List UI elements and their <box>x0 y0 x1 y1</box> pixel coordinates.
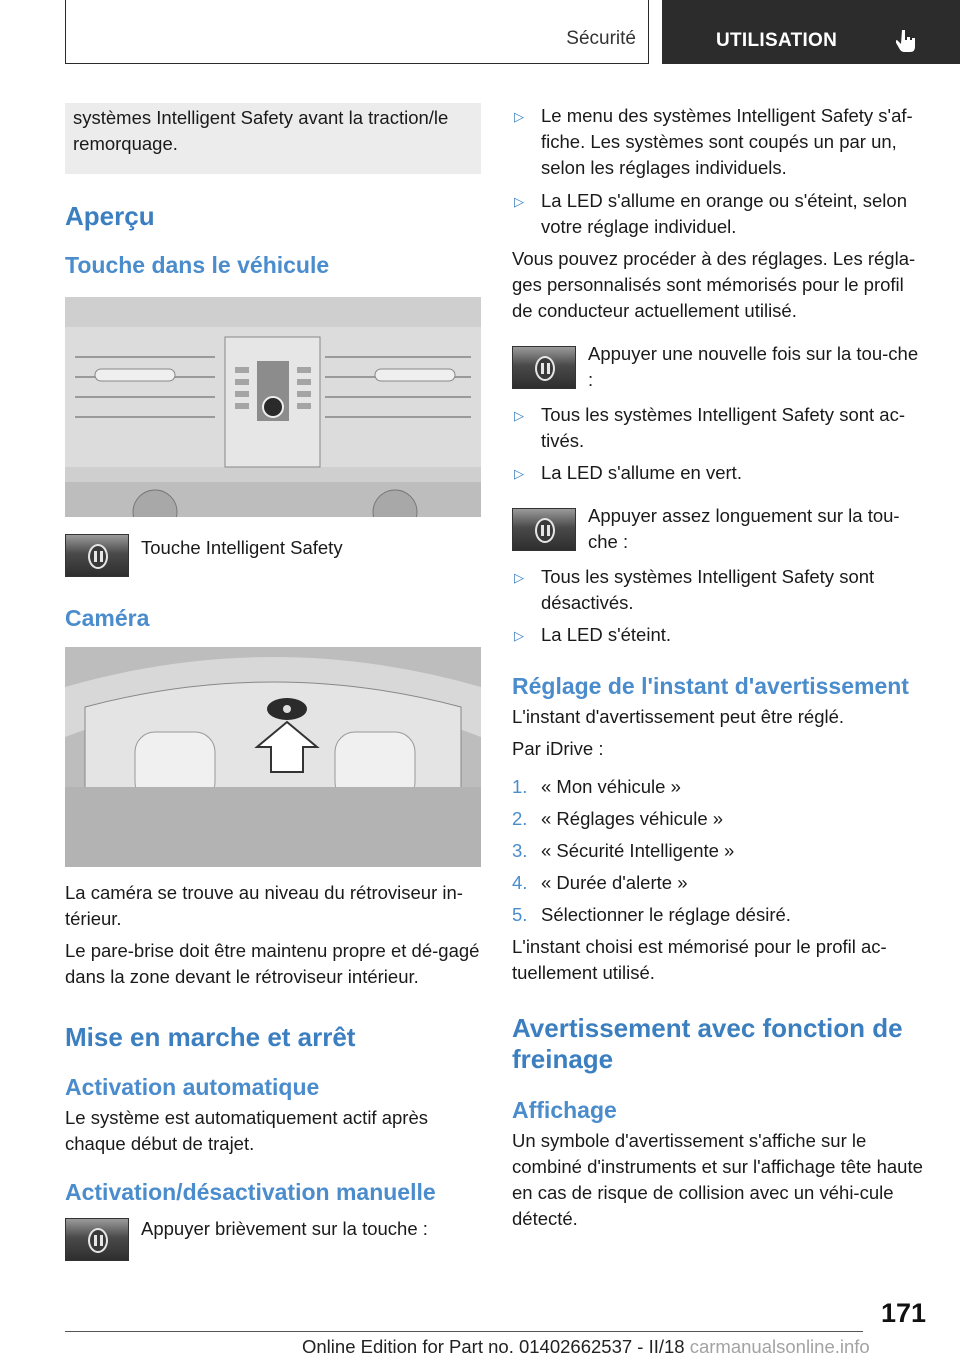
bullet-item <box>512 622 928 648</box>
choisi-paragraph: L'instant choisi est mémorisé pour le profil ac‐tuellement utilisé. <box>512 936 887 983</box>
footer-watermark: carmanualsonline.info <box>689 1336 870 1357</box>
right-column <box>512 103 928 1232</box>
heading-avertissement-freinage: Avertissement avec fonction de freinage <box>512 1013 903 1074</box>
step-text: « Mon véhicule » <box>541 776 681 797</box>
heading-apercu: Aperçu <box>65 201 155 231</box>
step-text: Sélectionner le réglage désiré. <box>541 904 791 925</box>
step-number: 4. <box>512 872 528 893</box>
step-number: 1. <box>512 776 528 797</box>
hand-pointer-icon <box>896 28 918 54</box>
intelligent-safety-button-icon <box>512 508 576 551</box>
step-number: 5. <box>512 904 528 925</box>
bullet-item <box>512 402 928 454</box>
triangle-bullet-icon: ▷ <box>514 109 524 124</box>
step-item <box>512 902 928 928</box>
heading-mise-en-marche: Mise en marche et arrêt <box>65 1022 356 1052</box>
step-item <box>512 806 928 832</box>
camera-windshield-photo <box>65 647 481 867</box>
manuelle-caption: Appuyer brièvement sur la touche : <box>141 1218 428 1239</box>
idrive-label: Par iDrive : <box>512 738 604 759</box>
bullet-text: Le menu des systèmes Intelligent Safety s'af‐fiche. Les systèmes sont coupés un par un, selon les réglages individuels. <box>541 105 913 178</box>
camera-paragraph-1: La caméra se trouve au niveau du rétroviseur in‐térieur. <box>65 882 463 929</box>
intelligent-safety-button-icon <box>65 534 129 577</box>
triangle-bullet-icon: ▷ <box>514 466 524 481</box>
touche-safety-caption: Touche Intelligent Safety <box>141 537 343 558</box>
bullet-text: Tous les systèmes Intelligent Safety sont désactivés. <box>541 566 875 613</box>
intelligent-safety-button-icon <box>512 346 576 389</box>
press-again-row <box>512 341 928 393</box>
bullet-text: Tous les systèmes Intelligent Safety sont ac‐tivés. <box>541 404 906 451</box>
triangle-bullet-icon: ▷ <box>514 570 524 585</box>
step-item <box>512 838 928 864</box>
heading-affichage: Affichage <box>512 1097 617 1123</box>
bullet-item <box>512 460 928 486</box>
press-long-row <box>512 503 928 555</box>
step-text: « Réglages véhicule » <box>541 808 724 829</box>
heading-activation-manuelle: Activation/désactivation manuelle <box>65 1179 436 1205</box>
step-item <box>512 870 928 896</box>
bullet-text: La LED s'allume en vert. <box>541 462 742 483</box>
heading-reglage-instant: Réglage de l'instant d'avertissement <box>512 673 909 699</box>
heading-touche-vehicule: Touche dans le véhicule <box>65 252 330 278</box>
affichage-paragraph: Un symbole d'avertissement s'affiche sur le combiné d'instruments et sur l'affichage tête haute en cas de risque de collision avec un véhi‐cule détecté. <box>512 1130 923 1229</box>
reglages-paragraph: Vous pouvez procéder à des réglages. Les régla‐ges personnalisés sont mémorisés pour le profil de conducteur actuellement utilisé. <box>512 248 916 321</box>
heading-camera: Caméra <box>65 605 150 631</box>
header-chapter-label: UTILISATION <box>716 30 838 51</box>
step-item <box>512 774 928 800</box>
triangle-bullet-icon: ▷ <box>514 194 524 209</box>
manuelle-row <box>65 1218 481 1261</box>
step-number: 2. <box>512 808 528 829</box>
bullet-text: La LED s'éteint. <box>541 624 672 645</box>
footer-divider <box>65 1331 863 1332</box>
camera-paragraph-2: Le pare-brise doit être maintenu propre et dé‐gagé dans la zone devant le rétroviseur intérieur. <box>65 940 480 987</box>
heading-activation-auto: Activation automatique <box>65 1074 320 1100</box>
header-section-box <box>65 0 649 64</box>
footer-edition-text: Online Edition for Part no. 01402662537 - II/18 <box>302 1336 685 1357</box>
note-box <box>65 103 481 174</box>
triangle-bullet-icon: ▷ <box>514 408 524 423</box>
bullet-text: La LED s'allume en orange ou s'éteint, selon votre réglage individuel. <box>541 190 907 237</box>
press-long-caption: Appuyer assez longuement sur la tou‐che : <box>588 505 900 552</box>
footer-edition <box>302 1336 870 1358</box>
left-column <box>65 103 481 1261</box>
press-again-caption: Appuyer une nouvelle fois sur la tou‐che : <box>588 343 919 390</box>
dashboard-button-photo <box>65 297 481 517</box>
step-text: « Sécurité Intelligente » <box>541 840 735 861</box>
reglage-paragraph: L'instant d'avertissement peut être réglé. <box>512 706 845 727</box>
step-text: « Durée d'alerte » <box>541 872 688 893</box>
bullet-item <box>512 103 928 181</box>
bullet-item <box>512 188 928 240</box>
touche-safety-row <box>65 534 481 577</box>
auto-paragraph: Le système est automatiquement actif après chaque début de trajet. <box>65 1107 428 1154</box>
page-number: 171 <box>880 1298 926 1328</box>
header-section-title: Sécurité <box>566 28 636 49</box>
triangle-bullet-icon: ▷ <box>514 628 524 643</box>
bullet-item <box>512 564 928 616</box>
note-text: systèmes Intelligent Safety avant la traction/le remorquage. <box>73 107 449 154</box>
header-chapter-tab[interactable] <box>662 0 960 64</box>
step-number: 3. <box>512 840 528 861</box>
intelligent-safety-button-icon <box>65 1218 129 1261</box>
